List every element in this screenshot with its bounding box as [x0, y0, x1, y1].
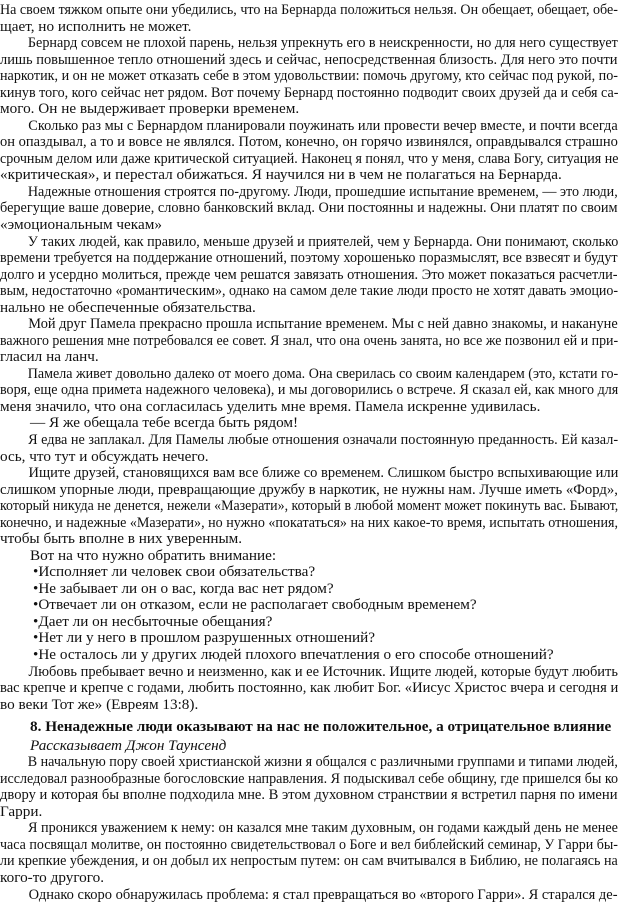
- section-heading: 8. Ненадежные люди оказывают на нас не положительное, а отрицательное влияние: [30, 718, 612, 736]
- text-line: Памела живет довольно далеко от моего дома. Она сверилась со своим календарем (это, кстати го-: [27, 364, 619, 382]
- text-line: Я проникся уважением к нему: он казался мне таким духовным, он годами каждый день не менее: [28, 819, 618, 837]
- text-line: срочным делом или даже критической ситуацией. Наконец я понял, что у меня, слава Богу, ситуация не: [0, 149, 619, 167]
- text-line: Любовь пребывает вечно и неизменно, как и ее Источник. Ищите людей, которые будут любить: [28, 662, 618, 680]
- text-line: берегущие ваше доверие, словно банковский вклад. Они постоянны и надежны. Они платят по своим: [0, 199, 618, 217]
- text-line: вас крепче и крепче с годами, любить постоянно, как любит Бог. «Иисус Христос вчера и сегодня и: [0, 679, 619, 696]
- text-line: Я едва не заплакал. Для Памелы любые отношения означали постоянную преданность. Ей казал-: [28, 431, 619, 448]
- text-line: «эмоциональным чекам»: [0, 216, 162, 233]
- text-line: он опаздывал, а то и вовсе не являлся. Потом, конечно, он горячо извинялся, оправдывался страшно: [0, 133, 618, 151]
- text-line: часа посвящал молитве, он постоянно свидетельствовал о Боге и вел библейский семинар, У Гарри бы-: [0, 835, 618, 853]
- text-line: гласил на ланч.: [0, 348, 99, 366]
- text-line: важного решения мне потребовался ее совет. Я знал, что она очень занята, но все же позвонил ей и при-: [0, 331, 619, 349]
- text-line: конечно, и надежные «Мазерати», но нужно «покататься» на них какое-то время, испытать отношения,: [0, 513, 618, 531]
- text-line: двору и которая бы вполне подходила мне. В этом духовном странствии я встретил парня по имени: [0, 786, 618, 804]
- text-line: На своем тяжком опыте они убедились, что на Бернарда положиться нельзя. Он обещает, обещает, обе-: [0, 1, 618, 18]
- text-line: Вот на что нужно обратить внимание:: [30, 546, 277, 564]
- text-line: «критическая», и перестал обижаться. Я научился ни в чем не полагаться на Бернарда.: [0, 166, 562, 184]
- text-line: слишком упорные люди, превращающие дружбу в наркотик, не нужны нам. Лучше иметь «Форд»,: [0, 480, 618, 498]
- text-line: ось, что тут и обсуждать нечего.: [0, 447, 209, 465]
- text-line: Бернард совсем не плохой парень, нельзя упрекнуть его в неискренности, но для него существует: [27, 34, 618, 52]
- text-line: нально не обеспеченные обязательства.: [0, 298, 256, 316]
- text-line: времени требуется на поддержание отношений, поэтому хорошенько поразмыслят, все взвесят и будут: [0, 249, 618, 267]
- text-line: наркотик, и он не может отказать себе в этом удовольствии: помочь другому, кто сейчас под рукой, по-: [0, 67, 618, 85]
- text-line: кого-то другого.: [0, 868, 105, 886]
- text-line: исследовал разнообразные богословские направления. Я подыскивал себе общину, где пришелся бы ко: [0, 769, 619, 787]
- text-line: вым, недостаточно «романтическим», однако на самом деле такие люди просто не хотят давать эмоцио-: [0, 282, 619, 300]
- list-item: •Не осталось ли у других людей плохого впечатления о его способе отношений?: [33, 645, 554, 663]
- list-item: •Не забывает ли он о вас, когда вас нет рядом?: [33, 579, 334, 597]
- text-line: долго и усердно молиться, прежде чем решатся завязать отношения. Это может показаться расчетли-: [0, 265, 618, 283]
- text-line: кинув того, кого сейчас нет рядом. Вот почему Бернард постоянно подводит своих друзей да и себя са-: [0, 83, 619, 101]
- text-line: чтобы быть вполне в них уверенным.: [0, 530, 243, 548]
- text-line: меня значило, что она согласилась уделить мне время. Памела искренне удивилась.: [0, 397, 541, 415]
- text-line: У таких людей, как правило, меньше друзей и приятелей, чем у Бернарда. Они понимают, сколько: [27, 232, 619, 250]
- list-item: •Дает ли он несбыточные обещания?: [33, 612, 273, 630]
- section-byline: Рассказывает Джон Таунсенд: [30, 736, 227, 754]
- text-line: воря, еще одна примета надежного человека), и мы договорились о встрече. Я сказал ей, как много для: [0, 381, 619, 399]
- text-line: щает, но исполнить не может.: [0, 17, 192, 35]
- text-line: лишь повышенное тепло отношений здесь и сейчас, непосредственная близость. Для него это почти: [0, 50, 618, 68]
- text-line: ли крепкие убеждения, и он добыл их непростым путем: он сам вчитывался в Библию, не полагаясь на: [0, 852, 618, 870]
- list-item: •Нет ли у него в прошлом разрушенных отношений?: [33, 629, 376, 647]
- text-line: Гарри.: [0, 802, 43, 820]
- text-line: который никуда не денется, нежели «Мазерати», который в любой момент может покинуть вас. Бывают,: [0, 497, 619, 515]
- list-item: •Отвечает ли он отказом, если не располагает свободным временем?: [33, 596, 477, 614]
- text-line: Ищите друзей, становящихся вам все ближе со временем. Слишком быстро вспыхивающие или: [28, 464, 619, 481]
- text-line: во веки Тот же» (Евреям 13:8).: [0, 695, 199, 713]
- list-item: •Исполняет ли человек свои обязательства?: [33, 563, 316, 581]
- text-line: Однако скоро обнаружилась проблема: я стал превращаться во «второго Гарри». Я старался де-: [28, 885, 618, 903]
- text-line: В начальную пору своей христианской жизни я общался с различными группами и типами людей,: [27, 753, 618, 771]
- text-line: мого. Он не выдерживает проверки временем.: [0, 100, 300, 118]
- text-line: Сколько раз мы с Бернардом планировали поужинать или провести вечер вместе, и почти всегда: [28, 116, 618, 134]
- text-line: Надежные отношения строятся по-другому. Люди, прошедшие испытание временем, — это люди,: [27, 182, 618, 200]
- text-line: Мой друг Памела прекрасно прошла испытание временем. Мы с ней давно знакомы, и накануне: [28, 315, 618, 333]
- text-line: — Я же обещала тебе всегда быть рядом!: [30, 414, 299, 432]
